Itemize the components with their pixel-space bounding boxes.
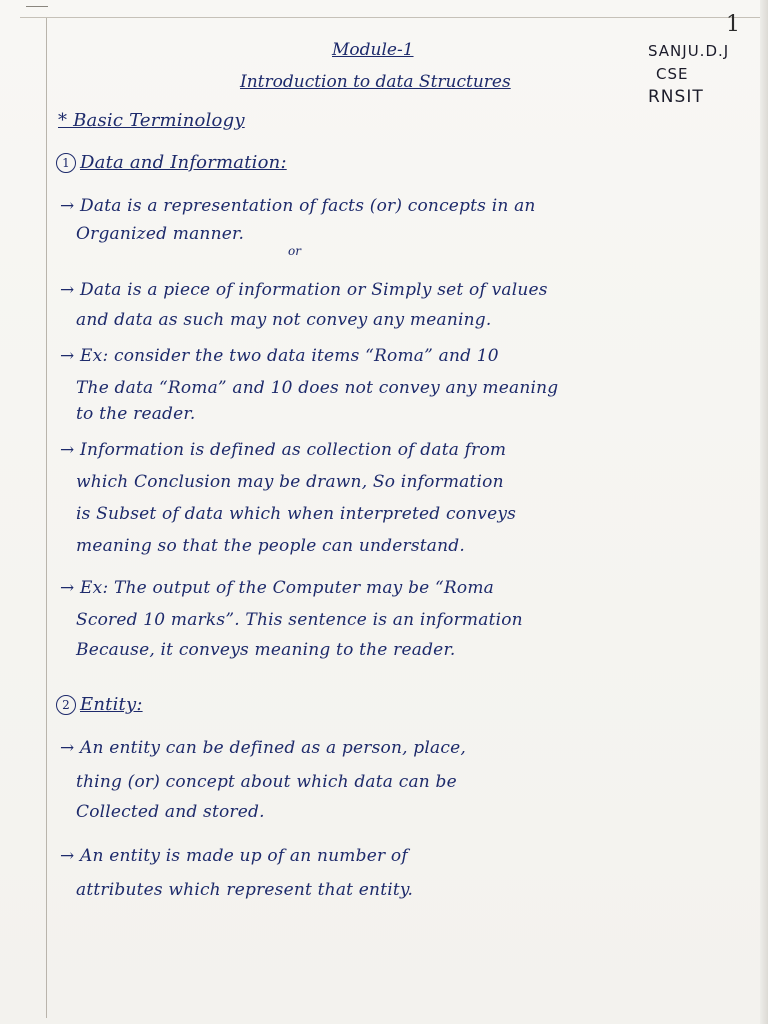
- text-line: → Ex: consider the two data items “Roma” and 10: [60, 346, 499, 366]
- text-line: thing (or) concept about which data can be: [76, 772, 457, 792]
- page-title: Introduction to data Structures: [240, 72, 511, 92]
- section-heading: Entity:: [80, 694, 143, 715]
- corner-mark: [26, 6, 48, 7]
- page-edge: [760, 0, 768, 1024]
- author-name: SANJU.D.J: [648, 42, 730, 60]
- author-dept: CSE: [656, 65, 689, 83]
- section-entity: [56, 694, 143, 715]
- text-line: → Information is defined as collection of data from: [60, 440, 507, 460]
- text-line: Scored 10 marks”. This sentence is an information: [76, 610, 523, 630]
- text-line: The data “Roma” and 10 does not convey any meaning: [76, 378, 559, 398]
- text-line: Organized manner.: [76, 224, 245, 244]
- section-basic-terminology: * Basic Terminology: [58, 110, 245, 131]
- section-number: 1: [56, 153, 76, 173]
- text-line: Collected and stored.: [76, 802, 265, 822]
- page-number: 1: [726, 12, 740, 37]
- text-line: Because, it conveys meaning to the reader.: [76, 640, 456, 660]
- or-word: or: [288, 244, 301, 258]
- top-rule: [20, 17, 760, 18]
- text-line: meaning so that the people can understand.: [76, 536, 465, 556]
- text-line: → An entity is made up of an number of: [60, 846, 408, 866]
- text-line: → Data is a representation of facts (or) concepts in an: [60, 196, 536, 216]
- section-heading: Data and Information:: [80, 152, 287, 173]
- section-data-information: [56, 152, 287, 173]
- text-line: and data as such may not convey any meaning.: [76, 310, 492, 330]
- margin-rule: [46, 18, 47, 1018]
- text-line: → An entity can be defined as a person, place,: [60, 738, 466, 758]
- text-line: → Data is a piece of information or Simply set of values: [60, 280, 548, 300]
- author-college: RNSIT: [648, 87, 704, 107]
- text-line: to the reader.: [76, 404, 196, 424]
- text-line: → Ex: The output of the Computer may be “Roma: [60, 578, 494, 598]
- text-line: is Subset of data which when interpreted conveys: [76, 504, 517, 524]
- module-title: Module-1: [332, 40, 414, 60]
- section-number: 2: [56, 695, 76, 715]
- text-line: which Conclusion may be drawn, So information: [76, 472, 504, 492]
- text-line: attributes which represent that entity.: [76, 880, 414, 900]
- author-block: [648, 40, 729, 109]
